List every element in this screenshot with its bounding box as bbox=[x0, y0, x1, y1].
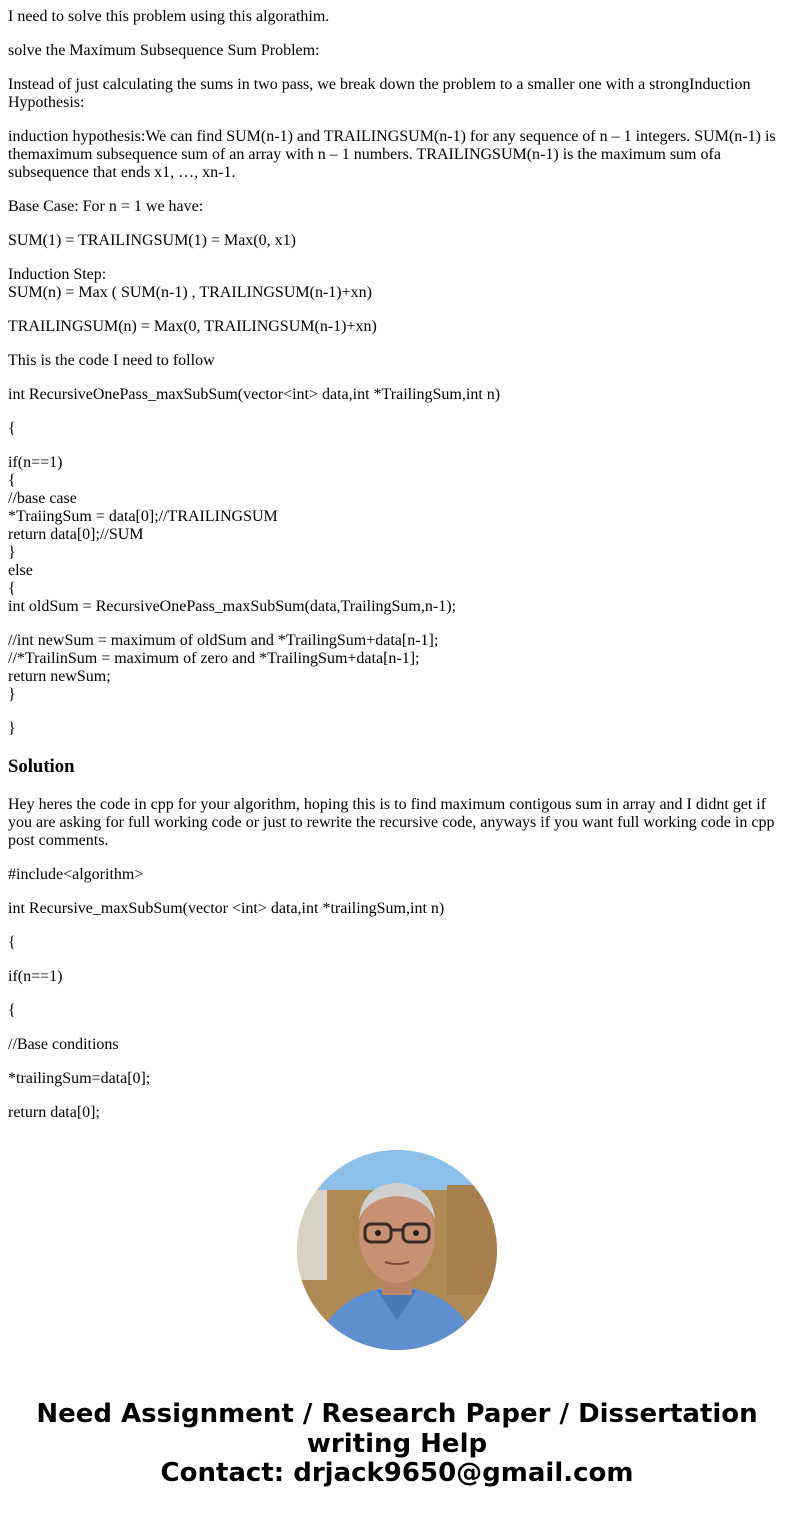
solution-paragraph: Hey heres the code in cpp for your algorithm, hoping this is to find maximum contigous sum in array and I didnt get if you are asking for full working code or just to rewrite the recursive code, anyways if you want full working code in cpp post comments. bbox=[8, 796, 775, 849]
footer-contact-text: Contact: drjack9650@gmail.com bbox=[160, 1458, 634, 1488]
footer-help-text: Need Assignment / Research Paper / Dissertation writing Help bbox=[36, 1399, 758, 1459]
question-paragraph: SUM(1) = TRAILINGSUM(1) = Max(0, x1) bbox=[8, 232, 296, 249]
document-body bbox=[0, 8, 794, 1122]
code-line: { bbox=[8, 1002, 16, 1019]
solution-heading: Solution bbox=[8, 756, 75, 777]
code-line: if(n==1) bbox=[8, 968, 63, 985]
code-line: return data[0]; bbox=[8, 1104, 100, 1121]
code-line: int Recursive_maxSubSum(vector <int> data,int *trailingSum,int n) bbox=[8, 900, 445, 917]
author-portrait-image bbox=[297, 1150, 497, 1350]
code-line: //Base conditions bbox=[8, 1036, 119, 1053]
code-line: #include<algorithm> bbox=[8, 866, 144, 883]
author-photo-container bbox=[0, 1150, 794, 1350]
code-line: { bbox=[8, 934, 16, 951]
code-line: } bbox=[8, 720, 16, 737]
code-block: if(n==1) { //base case *TraiingSum = data[0];//TRAILINGSUM return data[0];//SUM } else { int oldSum = RecursiveOnePass_maxSubSum(data,TrailingSum,n-1); bbox=[8, 454, 456, 615]
question-paragraph: TRAILINGSUM(n) = Max(0, TRAILINGSUM(n-1)+xn) bbox=[8, 318, 377, 335]
question-paragraph: Instead of just calculating the sums in two pass, we break down the problem to a smaller one with a strongInduction Hypothesis: bbox=[8, 76, 751, 111]
footer-banner bbox=[0, 1400, 794, 1489]
question-paragraph: I need to solve this problem using this algorathim. bbox=[8, 8, 330, 25]
question-paragraph: Induction Step: SUM(n) = Max ( SUM(n-1) , TRAILINGSUM(n-1)+xn) bbox=[8, 266, 372, 301]
code-line: int RecursiveOnePass_maxSubSum(vector<int> data,int *TrailingSum,int n) bbox=[8, 386, 501, 403]
question-paragraph: This is the code I need to follow bbox=[8, 352, 215, 369]
code-line: { bbox=[8, 420, 16, 437]
author-photo bbox=[297, 1150, 497, 1350]
question-paragraph: Base Case: For n = 1 we have: bbox=[8, 198, 204, 215]
code-block: //int newSum = maximum of oldSum and *TrailingSum+data[n-1]; //*TrailinSum = maximum of zero and *TrailingSum+data[n-1]; return newSum; } bbox=[8, 632, 439, 703]
question-paragraph: solve the Maximum Subsequence Sum Problem: bbox=[8, 42, 320, 59]
code-line: *trailingSum=data[0]; bbox=[8, 1070, 151, 1087]
question-paragraph: induction hypothesis:We can find SUM(n-1) and TRAILINGSUM(n-1) for any sequence of n – 1 integers. SUM(n-1) is themaximum subsequence sum of an array with n – 1 numbers. TRAILINGSUM(n-1) is the maximum sum ofa subsequence that ends x1, …, xn-1. bbox=[8, 128, 776, 181]
